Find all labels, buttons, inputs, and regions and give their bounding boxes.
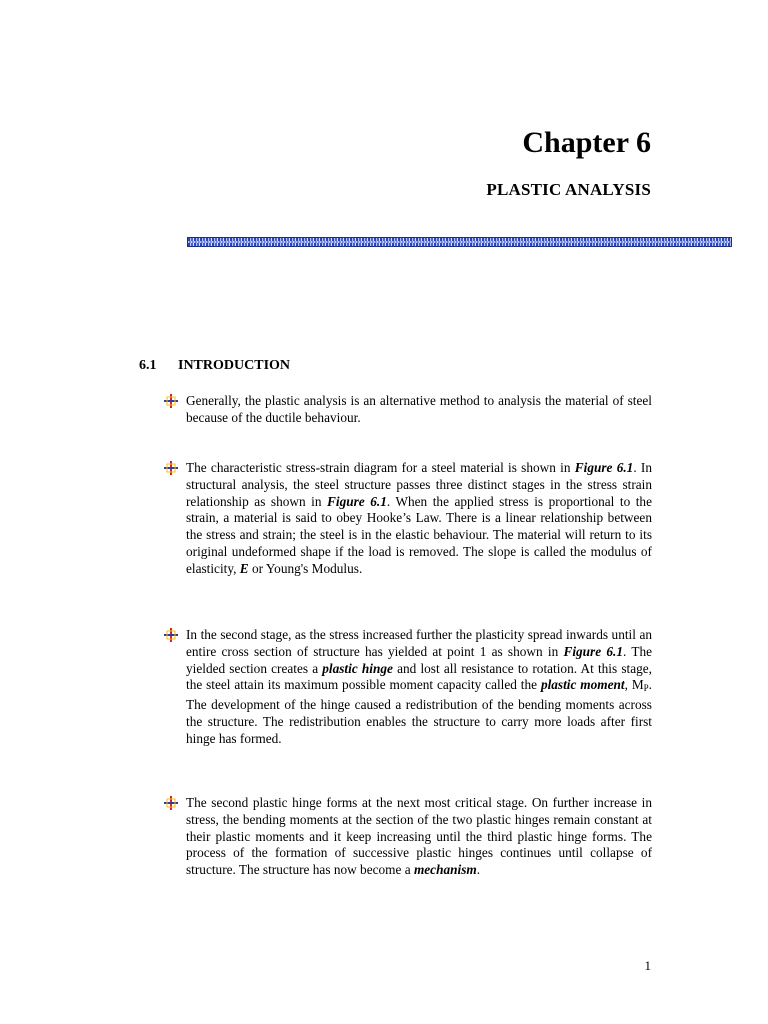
bullet-paragraph-3	[164, 627, 652, 748]
bullet-icon	[164, 627, 186, 643]
bullet-paragraph-4	[164, 795, 652, 879]
bullet-paragraph-1	[164, 393, 652, 427]
chapter-subtitle: PLASTIC ANALYSIS	[486, 180, 651, 199]
paragraph-text: The characteristic stress-strain diagram for a steel material is shown in Figure 6.1. In structural analysis, the steel structure passes three distinct stages in the stress strain relationship as shown in Figure 6.1. When the applied stress is proportional to the strain, a material is said to obey Hooke’s Law. There is a linear relationship between the stress and strain; the steel is in the elastic behaviour. The material will return to its original undeformed shape if the load is removed. The slope is called the modulus of elasticity, E or Young's Modulus.	[186, 460, 652, 576]
term-plastic-hinge: plastic hinge	[322, 660, 393, 676]
section-title: INTRODUCTION	[178, 358, 291, 373]
bullet-icon	[164, 460, 186, 476]
figure-reference: Figure 6.1	[574, 460, 634, 475]
subscript-p: P	[643, 683, 649, 694]
section-heading	[139, 358, 290, 374]
symbol-e: E	[239, 560, 249, 576]
paragraph-text: The second plastic hinge forms at the next most critical stage. On further increase in stress, the bending moments at the section of the two plastic hinges remain constant at their plastic moments and it keep increasing until the third plastic hinge forms. The process of the formation of successive plastic hinges continues until collapse of structure. The structure has now become a mechanism.	[186, 795, 652, 878]
term-mechanism: mechanism	[413, 862, 477, 878]
paragraph-text: Generally, the plastic analysis is an alternative method to analysis the material of steel because of the ductile behaviour.	[186, 393, 652, 425]
figure-reference: Figure 6.1	[563, 643, 623, 659]
section-number: 6.1	[139, 358, 157, 373]
page-number: 1	[644, 958, 651, 973]
bullet-icon	[164, 795, 186, 811]
decorative-divider-bar	[187, 237, 732, 247]
paragraph-text: In the second stage, as the stress increased further the plasticity spread inwards until an entire cross section of structure has yielded at point 1 as shown in Figure 6.1. The yielded section creates a plastic hinge and lost all resistance to rotation. At this stage, the steel attain its maximum possible moment capacity called the plastic moment, $M_P$. The development of the hinge caused a redistribution of the bending moments across the structure. The redistribution enables the structure to carry more loads after first hinge has formed.	[186, 627, 652, 746]
bullet-icon	[164, 393, 186, 409]
bullet-paragraph-2	[164, 460, 652, 578]
chapter-title: Chapter 6	[522, 126, 651, 159]
figure-reference: Figure 6.1	[327, 493, 387, 509]
term-plastic-moment: plastic moment	[540, 677, 625, 693]
